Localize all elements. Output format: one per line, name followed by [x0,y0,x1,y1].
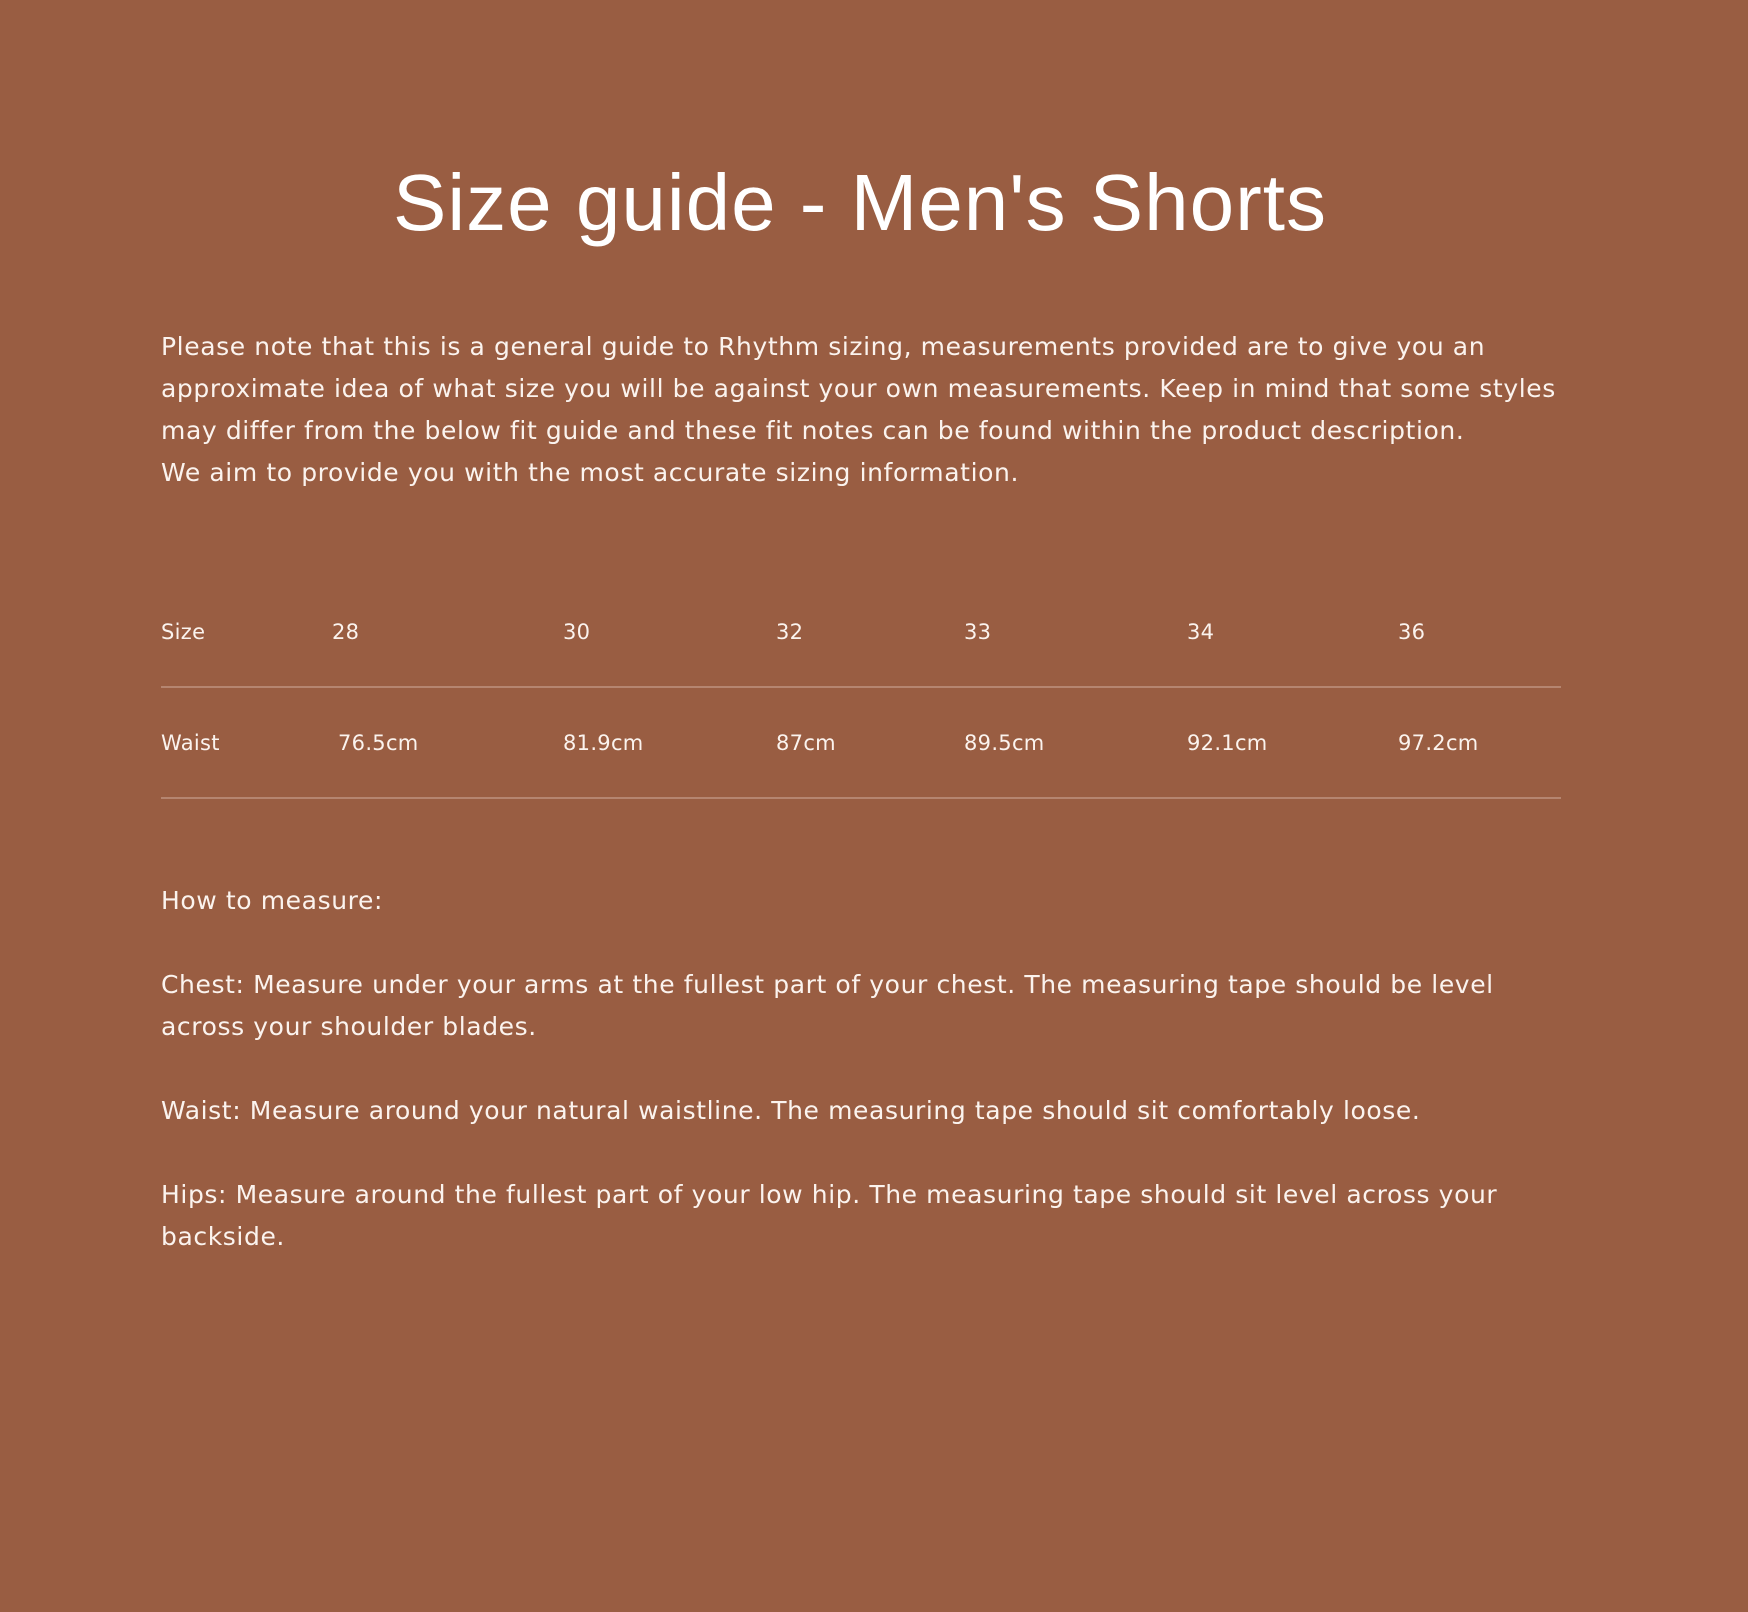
page-title: Size guide - Men's Shorts [392,158,1328,247]
waist-cell: 92.1cm [1187,687,1398,798]
waist-cell: 89.5cm [964,687,1187,798]
size-cell: 30 [563,578,776,687]
table-row-size [161,578,1561,687]
table-row-waist [161,687,1561,798]
size-cell: 34 [1187,578,1398,687]
waist-cell: 87cm [776,687,964,798]
size-table [161,578,1561,799]
waist-instruction: Waist: Measure around your natural waistline. The measuring tape should sit comfortably loose. [161,1096,1421,1125]
intro-text [161,326,1581,494]
intro-paragraph: Please note that this is a general guide to Rhythm sizing, measurements provided are to give you an approximate idea of what size you will be against your own measurements. Keep in mind that some styles may differ from the below fit guide and these fit notes can be found within the product description. [161,332,1556,445]
size-row-label: Size [161,578,332,687]
size-cell: 32 [776,578,964,687]
intro-aim: We aim to provide you with the most accurate sizing information. [161,458,1020,487]
hips-instruction: Hips: Measure around the fullest part of your low hip. The measuring tape should sit level across your backside. [161,1180,1498,1251]
size-cell: 28 [332,578,563,687]
waist-cell: 97.2cm [1398,687,1561,798]
waist-cell [332,687,563,798]
size-cell: 33 [964,578,1187,687]
size-cell: 36 [1398,578,1561,687]
waist-cell: 81.9cm [563,687,776,798]
waist-row-label: Waist [161,687,332,798]
how-to-measure-section [161,880,1581,1300]
chest-instruction: Chest: Measure under your arms at the fullest part of your chest. The measuring tape should be level across your shoulder blades. [161,970,1494,1041]
waist-value: 76.5cm [338,730,419,755]
how-to-measure-heading: How to measure: [161,886,383,915]
